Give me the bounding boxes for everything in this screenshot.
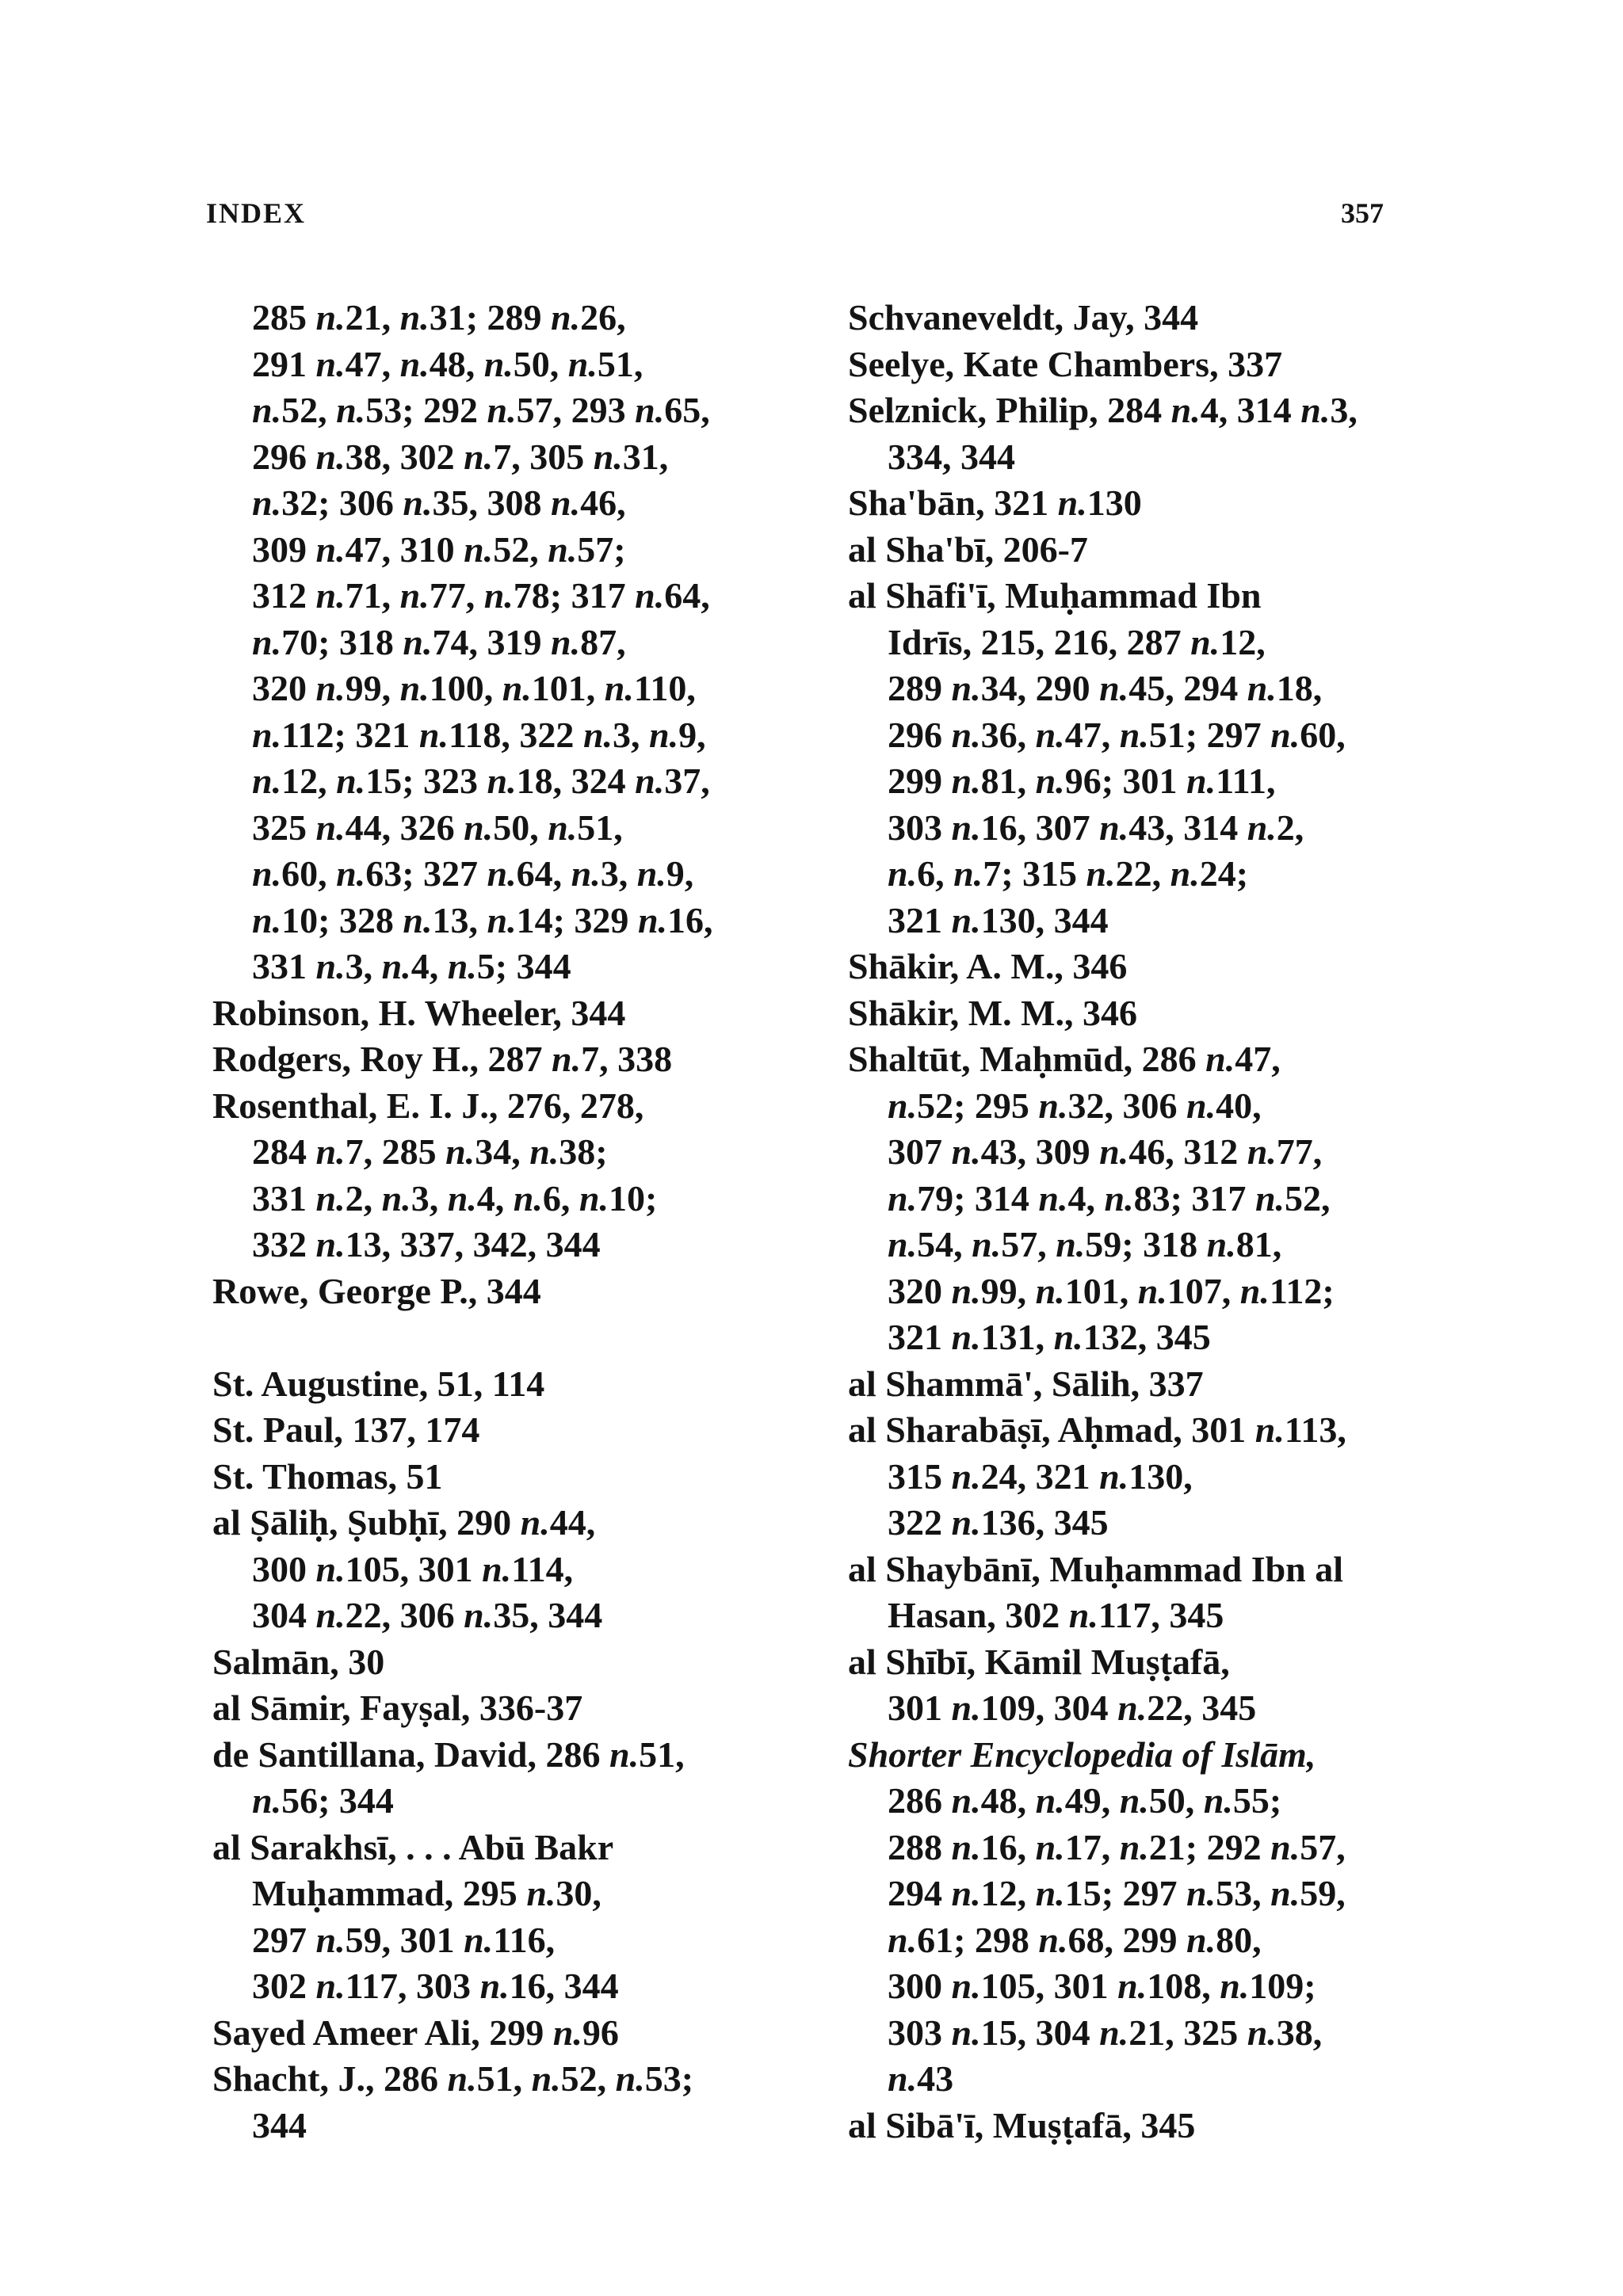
index-entry-continuation: n.79; 314 n.4, n.83; 317 n.52, [888, 1177, 1331, 1219]
index-entry-continuation: 315 n.24, 321 n.130, [888, 1455, 1193, 1497]
index-entry-continuation: 284 n.7, 285 n.34, n.38; [252, 1131, 608, 1172]
index-entry-continuation: 296 n.36, n.47, n.51; 297 n.60, [888, 714, 1346, 755]
index-entry-continuation: 300 n.105, 301 n.114, [252, 1548, 574, 1589]
index-entry-continuation: 344 [252, 2104, 307, 2145]
index-entry-continuation: 322 n.136, 345 [888, 1502, 1109, 1543]
index-entry-continuation: Muḥammad, 295 n.30, [252, 1873, 601, 1913]
index-entry-continuation: 301 n.109, 304 n.22, 345 [888, 1688, 1257, 1728]
index-entry-continuation: 320 n.99, n.100, n.101, n.110, [252, 668, 696, 708]
index-entry-continuation: n.32; 306 n.35, 308 n.46, [252, 482, 626, 523]
index-entry-continuation: n.43 [888, 2058, 954, 2099]
index-entry-continuation: 331 n.3, n.4, n.5; 344 [252, 946, 571, 986]
index-column-right [848, 295, 1434, 2149]
index-entry: Robinson, H. Wheeler, 344 [212, 992, 626, 1033]
index-entry-continuation: 331 n.2, n.3, n.4, n.6, n.10; [252, 1177, 658, 1219]
index-entry-continuation: Idrīs, 215, 216, 287 n.12, [888, 621, 1266, 662]
index-entry: St. Augustine, 51, 114 [212, 1363, 545, 1404]
index-entry: al Shāfi'ī, Muḥammad Ibn [848, 575, 1262, 616]
index-entry-continuation: 320 n.99, n.101, n.107, n.112; [888, 1270, 1335, 1311]
index-entry-continuation: 302 n.117, 303 n.16, 344 [252, 1966, 619, 2006]
index-entry: de Santillana, David, 286 n.51, [212, 1733, 685, 1775]
index-entry-continuation: 299 n.81, n.96; 301 n.111, [888, 761, 1276, 801]
index-column-left [212, 295, 799, 2149]
index-entry-continuation: n.54, n.57, n.59; 318 n.81, [888, 1224, 1282, 1264]
index-entry-continuation: 304 n.22, 306 n.35, 344 [252, 1595, 603, 1635]
index-entry: Shākir, M. M., 346 [848, 992, 1138, 1033]
index-entry: al Shammā', Sālih, 337 [848, 1363, 1204, 1404]
index-entry-continuation: 303 n.15, 304 n.21, 325 n.38, [888, 2012, 1323, 2053]
index-entry: Sha'bān, 321 n.130 [848, 482, 1142, 523]
index-entry-continuation: 291 n.47, n.48, n.50, n.51, [252, 343, 643, 384]
index-entry-continuation: 334, 344 [888, 436, 1015, 477]
index-entry-continuation: 312 n.71, n.77, n.78; 317 n.64, [252, 575, 710, 616]
index-spacer [212, 1314, 799, 1361]
index-entry: al Sha'bī, 206-7 [848, 528, 1088, 570]
index-entry-continuation: n.60, n.63; 327 n.64, n.3, n.9, [252, 853, 694, 894]
index-entry-continuation: 289 n.34, 290 n.45, 294 n.18, [888, 668, 1323, 708]
index-entry-continuation: 294 n.12, n.15; 297 n.53, n.59, [888, 1873, 1346, 1913]
index-entry-continuation: 288 n.16, n.17, n.21; 292 n.57, [888, 1826, 1346, 1867]
index-entry: Rodgers, Roy H., 287 n.7, 338 [212, 1039, 673, 1079]
index-entry-continuation: 300 n.105, 301 n.108, n.109; [888, 1966, 1316, 2006]
index-entry: Shaltūt, Maḥmūd, 286 n.47, [848, 1039, 1281, 1079]
index-entry-continuation: 303 n.16, 307 n.43, 314 n.2, [888, 807, 1304, 848]
index-entry: al Sharabāṣī, Aḥmad, 301 n.113, [848, 1409, 1346, 1450]
index-entry: al Ṣāliḥ, Ṣubḥī, 290 n.44, [212, 1502, 596, 1543]
index-entry-continuation: 332 n.13, 337, 342, 344 [252, 1224, 601, 1264]
index-entry: al Shībī, Kāmil Muṣṭafā, [848, 1641, 1230, 1682]
index-entry-continuation: 297 n.59, 301 n.116, [252, 1919, 556, 1960]
page-number: 357 [1341, 197, 1384, 229]
index-entry: al Sarakhsī, . . . Abū Bakr [212, 1826, 614, 1867]
index-entry-continuation: 325 n.44, 326 n.50, n.51, [252, 807, 623, 848]
index-entry-continuation: n.56; 344 [252, 1780, 394, 1821]
index-entry: Shākir, A. M., 346 [848, 946, 1128, 986]
index-entry-continuation: n.10; 328 n.13, n.14; 329 n.16, [252, 899, 713, 940]
index-entry-continuation: 307 n.43, 309 n.46, 312 n.77, [888, 1131, 1323, 1172]
index-entry: St. Paul, 137, 174 [212, 1409, 480, 1450]
index-entry: Rosenthal, E. I. J., 276, 278, [212, 1085, 644, 1126]
index-entry-continuation: 321 n.131, n.132, 345 [888, 1317, 1211, 1357]
index-entry-continuation: 321 n.130, 344 [888, 899, 1109, 940]
index-entry-continuation: n.70; 318 n.74, 319 n.87, [252, 621, 626, 662]
index-entry-continuation: n.12, n.15; 323 n.18, 324 n.37, [252, 761, 710, 801]
index-entry: Sayed Ameer Ali, 299 n.96 [212, 2012, 619, 2053]
index-entry-continuation: Hasan, 302 n.117, 345 [888, 1595, 1224, 1635]
index-entry: Seelye, Kate Chambers, 337 [848, 343, 1283, 384]
index-entry-continuation: n.61; 298 n.68, 299 n.80, [888, 1919, 1262, 1960]
index-entry-continuation: n.6, n.7; 315 n.22, n.24; [888, 853, 1249, 894]
index-entry: Shorter Encyclopedia of Islām, [848, 1733, 1316, 1775]
index-entry-continuation: n.52, n.53; 292 n.57, 293 n.65, [252, 390, 710, 430]
index-entry-continuation: n.52; 295 n.32, 306 n.40, [888, 1085, 1262, 1126]
running-head-title: INDEX [206, 197, 307, 229]
index-entry: al Sāmir, Fayṣal, 336-37 [212, 1688, 583, 1728]
index-entry: Selznick, Philip, 284 n.4, 314 n.3, [848, 390, 1358, 430]
index-entry: Salmān, 30 [212, 1641, 385, 1682]
page-header [206, 196, 1384, 236]
index-entry-continuation: 285 n.21, n.31; 289 n.26, [252, 297, 626, 338]
index-entry: St. Thomas, 51 [212, 1455, 443, 1497]
index-entry: al Shaybānī, Muḥammad Ibn al [848, 1548, 1344, 1589]
index-entry-continuation: n.112; 321 n.118, 322 n.3, n.9, [252, 714, 706, 755]
index-entry-continuation: 309 n.47, 310 n.52, n.57; [252, 528, 626, 570]
index-entry: Schvaneveldt, Jay, 344 [848, 297, 1199, 338]
index-entry: Rowe, George P., 344 [212, 1270, 541, 1311]
index-entry: Shacht, J., 286 n.51, n.52, n.53; [212, 2058, 694, 2099]
index-entry: al Sibā'ī, Muṣṭafā, 345 [848, 2104, 1196, 2145]
index-entry-continuation: 286 n.48, n.49, n.50, n.55; [888, 1780, 1282, 1821]
index-entry-continuation: 296 n.38, 302 n.7, 305 n.31, [252, 436, 669, 477]
